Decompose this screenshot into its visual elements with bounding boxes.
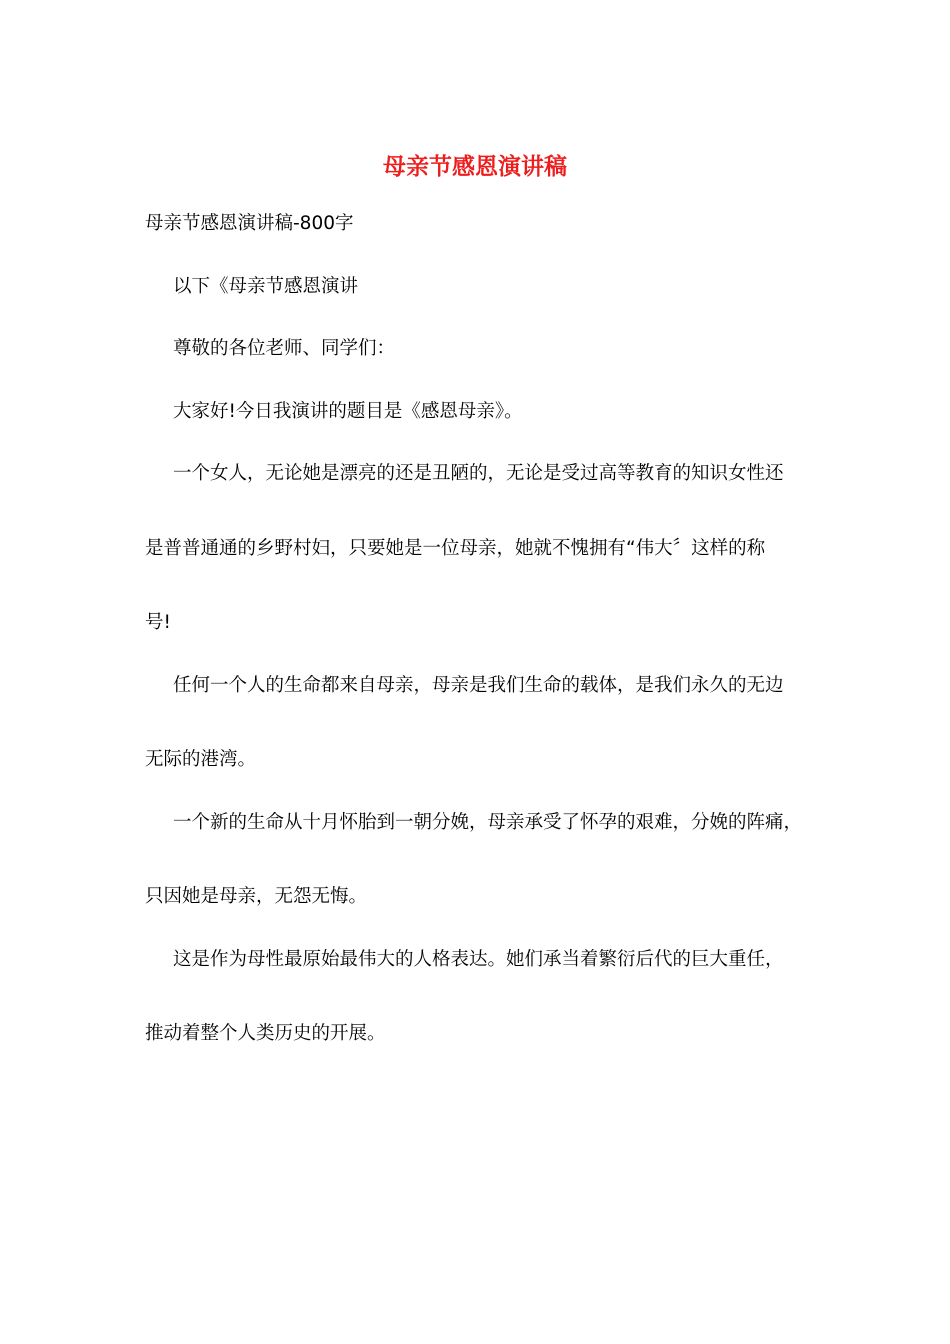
paragraph-line: 只因她是母亲，无怨无悔。 <box>145 886 368 907</box>
document-subtitle: 母亲节感恩演讲稿-800字 <box>145 213 354 234</box>
paragraph-line: 无际的港湾。 <box>145 749 257 770</box>
paragraph-line: 是普普通通的乡野村妇，只要她是一位母亲，她就不愧拥有“伟大〞这样的称 <box>145 538 766 559</box>
paragraph-line: 这是作为母性最原始最伟大的人格表达。她们承当着繁衍后代的巨大重任， <box>173 949 784 970</box>
paragraph-line: 尊敬的各位老师、同学们： <box>173 338 396 359</box>
paragraph-line: 号! <box>145 612 171 633</box>
paragraph-line: 一个新的生命从十月怀胎到一朝分娩，母亲承受了怀孕的艰难，分娩的阵痛， <box>173 812 803 833</box>
paragraph-line: 以下《母亲节感恩演讲 <box>173 276 359 297</box>
document-title: 母亲节感恩演讲稿 <box>383 153 567 180</box>
paragraph-line: 大家好!今日我演讲的题目是《感恩母亲》。 <box>173 401 523 422</box>
paragraph-line: 推动着整个人类历史的开展。 <box>145 1023 386 1044</box>
paragraph-line: 一个女人，无论她是漂亮的还是丑陋的，无论是受过高等教育的知识女性还 <box>173 463 784 484</box>
paragraph-line: 任何一个人的生命都来自母亲，母亲是我们生命的载体，是我们永久的无边 <box>173 675 784 696</box>
